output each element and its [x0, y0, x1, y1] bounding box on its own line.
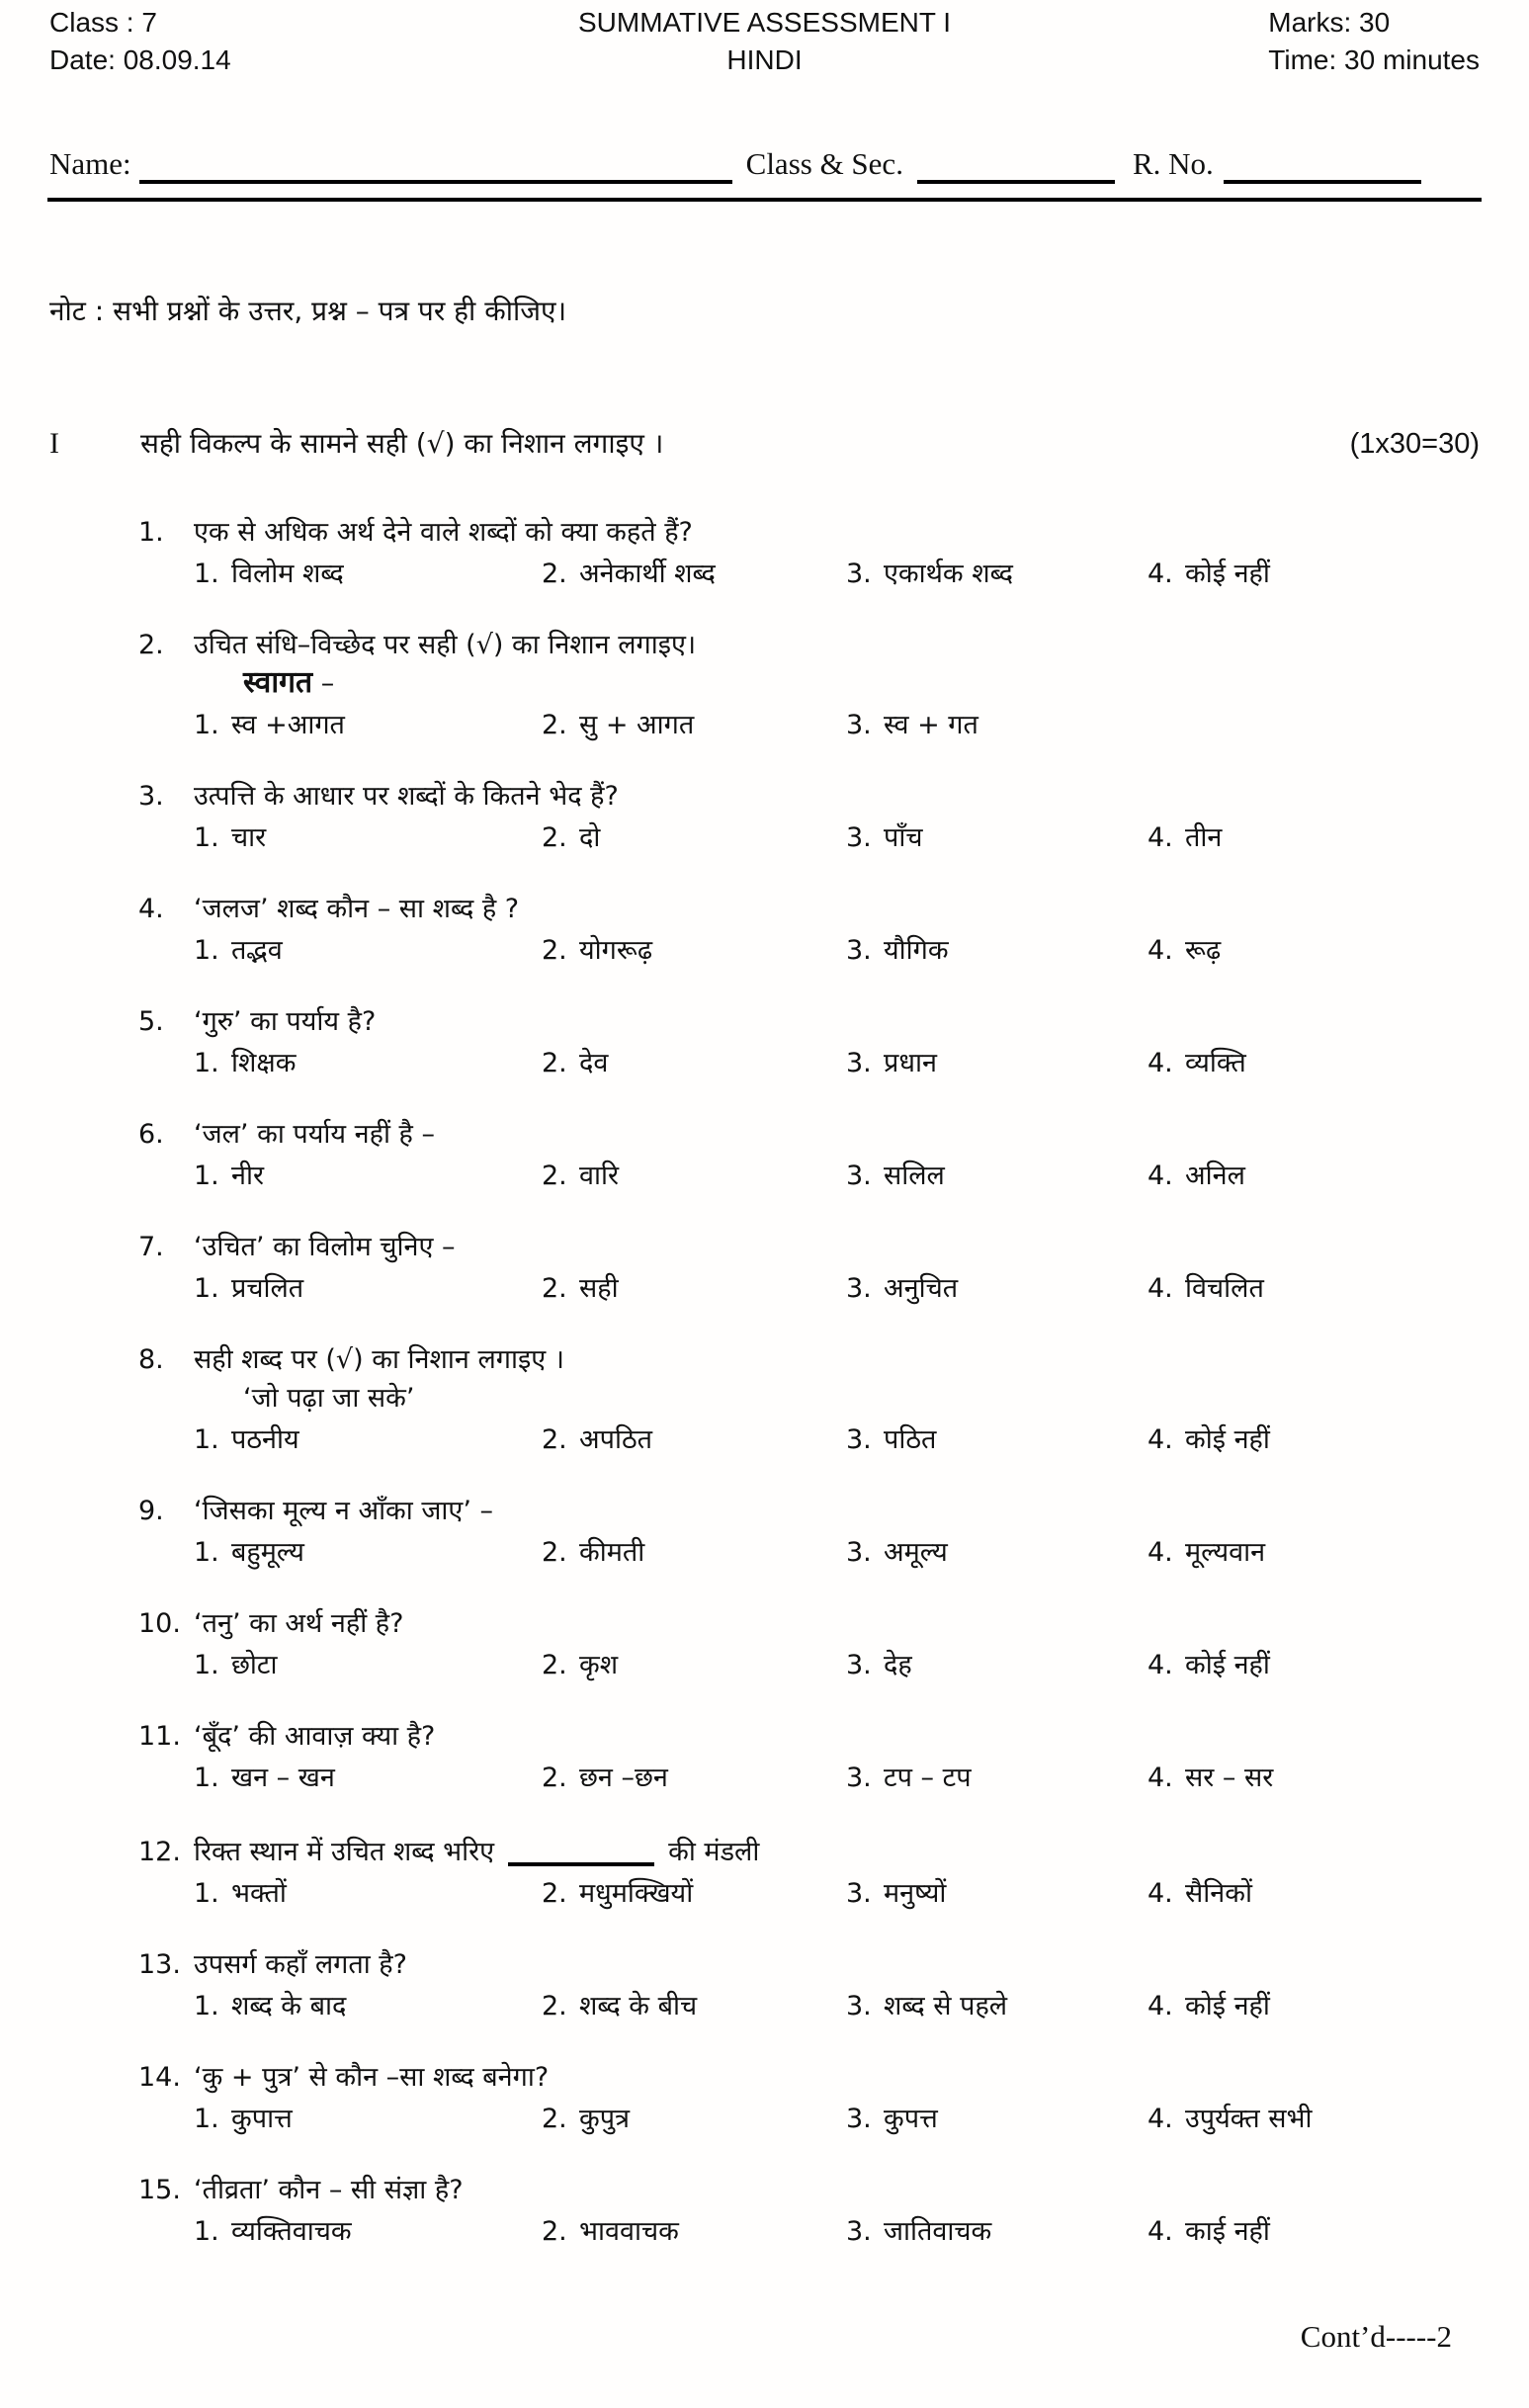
- question-text: एक से अधिक अर्थ देने वाले शब्दों को क्या कहते हैं?: [194, 517, 693, 548]
- question: [49, 1493, 1480, 1572]
- option-number: 2.: [542, 710, 567, 740]
- question-number: 14.: [138, 2062, 181, 2093]
- option-label: कुपुत्र: [579, 2104, 630, 2134]
- option-number: 4.: [1147, 1650, 1173, 1680]
- name-blank-line: [139, 148, 732, 184]
- question: [49, 1229, 1480, 1308]
- option-number: 2.: [542, 1424, 567, 1455]
- options-row: [194, 2101, 1480, 2138]
- option-number: 1.: [194, 935, 219, 966]
- option: [194, 819, 542, 857]
- question: [49, 627, 1480, 744]
- option: [542, 707, 846, 744]
- option: [846, 1534, 1147, 1572]
- option: [194, 932, 542, 970]
- class-label: Class : 7: [49, 7, 157, 38]
- class-sec-blank-line: [917, 148, 1115, 184]
- option-label: कोई नहीं: [1185, 1650, 1270, 1680]
- question-subline-text: ‘जो पढ़ा जा सके’: [243, 1383, 415, 1414]
- header-center: [578, 4, 951, 79]
- paper-subject: HINDI: [726, 44, 803, 75]
- option: [542, 819, 846, 857]
- option-number: 1.: [194, 1991, 219, 2021]
- option: [846, 1875, 1147, 1913]
- question-row: [138, 1831, 1480, 1871]
- option-label: पठित: [884, 1424, 937, 1455]
- option-label: छोटा: [231, 1650, 278, 1680]
- option: [542, 1045, 846, 1082]
- question-number: 3.: [138, 781, 164, 812]
- option-number: 1.: [194, 1048, 219, 1078]
- option-label: काई नहीं: [1185, 2216, 1270, 2247]
- note-instruction: नोट : सभी प्रश्नों के उत्तर, प्रश्न – पत्र पर ही कीजिए।: [49, 295, 567, 327]
- question-text: ‘गुरु’ का पर्याय है?: [194, 1006, 377, 1037]
- option-label: शब्द के बीच: [579, 1991, 698, 2021]
- option-label: प्रचलित: [231, 1273, 304, 1304]
- question-row: [138, 627, 1480, 664]
- marks-label: Marks: 30: [1268, 7, 1391, 38]
- option-number: 4.: [1147, 822, 1173, 853]
- option-label: खन – खन: [231, 1763, 335, 1793]
- question-text: रिक्त स्थान में उचित शब्द भरिए: [194, 1837, 495, 1867]
- option: [846, 1760, 1147, 1797]
- option: [1147, 1270, 1480, 1308]
- option: [1147, 556, 1480, 593]
- option: [846, 1647, 1147, 1684]
- option-number: 2.: [542, 822, 567, 853]
- option: [194, 556, 542, 593]
- options-row: [194, 1875, 1480, 1913]
- option-number: 3.: [846, 2104, 872, 2134]
- option-number: 1.: [194, 1763, 219, 1793]
- options-row: [194, 1988, 1480, 2025]
- option-label: पठनीय: [231, 1424, 299, 1455]
- option: [846, 2213, 1147, 2251]
- options-row: [194, 1421, 1480, 1459]
- option-label: रूढ़: [1185, 935, 1222, 966]
- option-number: 3.: [846, 559, 872, 589]
- section-marks-scheme: (1x30=30): [1349, 428, 1480, 460]
- option-label: कुपत्त: [884, 2104, 938, 2134]
- question: [49, 1003, 1480, 1082]
- continued-page-label: Cont’d-----2: [1300, 2319, 1452, 2354]
- option: [194, 707, 542, 744]
- option-label: वारि: [579, 1161, 620, 1191]
- question-subject-word: स्वागत: [243, 665, 313, 700]
- question-row: [138, 514, 1480, 552]
- option: [846, 1045, 1147, 1082]
- option: [1147, 1534, 1480, 1572]
- option-number: 1.: [194, 1878, 219, 1909]
- options-row: [194, 1760, 1480, 1797]
- option-number: 4.: [1147, 1424, 1173, 1455]
- options-row: [194, 707, 1480, 744]
- question-row: [138, 1718, 1480, 1756]
- option-label: योगरूढ़: [579, 935, 653, 966]
- option: [542, 2101, 846, 2138]
- option-number: 4.: [1147, 1878, 1173, 1909]
- option-number: 4.: [1147, 1537, 1173, 1568]
- option-label: तद्भव: [231, 935, 283, 966]
- option: [194, 1045, 542, 1082]
- question-row: [138, 1116, 1480, 1154]
- option-number: 2.: [542, 1991, 567, 2021]
- option-number: 3.: [846, 1650, 872, 1680]
- option-label: व्यक्तिवाचक: [231, 2216, 352, 2247]
- option-number: 3.: [846, 2216, 872, 2247]
- header-divider-line: [47, 198, 1482, 202]
- option: [1147, 1045, 1480, 1082]
- option: [542, 1158, 846, 1195]
- option-number: 2.: [542, 1161, 567, 1191]
- option-label: सैनिकों: [1185, 1878, 1252, 1909]
- option-number: 4.: [1147, 2104, 1173, 2134]
- question-row: [138, 1493, 1480, 1530]
- option-label: कृश: [579, 1650, 619, 1680]
- option-label: कोई नहीं: [1185, 1991, 1270, 2021]
- question-text: ‘तनु’ का अर्थ नहीं है?: [194, 1608, 404, 1639]
- option: [542, 1270, 846, 1308]
- option-number: 3.: [846, 935, 872, 966]
- question-row: [138, 1341, 1480, 1379]
- option-label: देव: [579, 1048, 609, 1078]
- paper-title: SUMMATIVE ASSESSMENT I: [577, 7, 952, 38]
- option-number: 2.: [542, 1650, 567, 1680]
- question-number: 15.: [138, 2175, 181, 2205]
- option-label: अपठित: [579, 1424, 653, 1455]
- questions-list: [0, 514, 1529, 2251]
- option: [194, 1421, 542, 1459]
- option: [1147, 1158, 1480, 1195]
- option: [542, 556, 846, 593]
- option-label: मूल्यवान: [1185, 1537, 1266, 1568]
- option-label: भाववाचक: [579, 2216, 679, 2247]
- question: [49, 1946, 1480, 2025]
- question-number: 11.: [138, 1721, 181, 1752]
- option-label: कोई नहीं: [1185, 559, 1270, 589]
- question-number: 9.: [138, 1496, 164, 1526]
- question-number: 4.: [138, 894, 164, 924]
- option: [542, 1875, 846, 1913]
- date-label: Date: 08.09.14: [49, 44, 231, 75]
- option-number: 3.: [846, 1878, 872, 1909]
- fill-in-blank-line: [508, 1837, 654, 1866]
- option: [194, 1647, 542, 1684]
- option-label: शब्द से पहले: [884, 1991, 1008, 2021]
- options-row: [194, 556, 1480, 593]
- option-number: 1.: [194, 1273, 219, 1304]
- option: [846, 1421, 1147, 1459]
- option-number: 1.: [194, 559, 219, 589]
- option: [542, 932, 846, 970]
- option-label: पाँच: [884, 822, 923, 853]
- question-text: सही शब्द पर (√) का निशान लगाइए ।: [194, 1344, 564, 1375]
- option: [846, 1988, 1147, 2025]
- option: [542, 1988, 846, 2025]
- option: [194, 2213, 542, 2251]
- option-label: स्व + गत: [884, 710, 978, 740]
- option-label: स्व +आगत: [231, 710, 345, 740]
- question-text-after-blank: की मंडली: [668, 1837, 760, 1867]
- option: [846, 1270, 1147, 1308]
- option: [1147, 1421, 1480, 1459]
- option-number: 4.: [1147, 1273, 1173, 1304]
- option-label: एकार्थक शब्द: [884, 559, 1013, 589]
- option-label: प्रधान: [884, 1048, 937, 1078]
- option-number: 2.: [542, 1048, 567, 1078]
- option-label: यौगिक: [884, 935, 949, 966]
- option-label: विलोम शब्द: [231, 559, 344, 589]
- option: [542, 2213, 846, 2251]
- option-number: 2.: [542, 935, 567, 966]
- question: [49, 2172, 1480, 2251]
- option-number: 3.: [846, 710, 872, 740]
- option-number: 2.: [542, 1763, 567, 1793]
- option: [194, 1534, 542, 1572]
- question-number: 12.: [138, 1837, 181, 1867]
- option: [1147, 819, 1480, 857]
- option-number: 3.: [846, 1763, 872, 1793]
- question-number: 6.: [138, 1119, 164, 1150]
- option-label: नीर: [231, 1161, 265, 1191]
- option-label: शिक्षक: [231, 1048, 297, 1078]
- question-row: [138, 2172, 1480, 2209]
- options-row: [194, 1647, 1480, 1684]
- option-label: विचलित: [1185, 1273, 1264, 1304]
- option-number: 2.: [542, 2216, 567, 2247]
- question: [49, 1341, 1480, 1459]
- option: [846, 819, 1147, 857]
- option-number: 4.: [1147, 1763, 1173, 1793]
- option: [542, 1421, 846, 1459]
- option-number: 2.: [542, 1878, 567, 1909]
- question-text: ‘जलज’ शब्द कौन – सा शब्द है ?: [194, 894, 520, 924]
- option-number: 2.: [542, 2104, 567, 2134]
- question-number: 10.: [138, 1608, 181, 1639]
- option: [1147, 1875, 1480, 1913]
- option-label: देह: [884, 1650, 912, 1680]
- option: [1147, 1988, 1480, 2025]
- option-label: व्यक्ति: [1185, 1048, 1246, 1078]
- question: [49, 2059, 1480, 2138]
- option-number: 3.: [846, 1991, 872, 2021]
- option-label: मधुमक्खियों: [579, 1878, 694, 1909]
- roll-no-blank-line: [1224, 148, 1421, 184]
- question-text: ‘जिसका मूल्य न आँका जाए’ –: [194, 1496, 493, 1526]
- question: [49, 778, 1480, 857]
- option-label: चार: [231, 822, 267, 853]
- question-number: 13.: [138, 1949, 181, 1980]
- question-text: ‘कु + पुत्र’ से कौन –सा शब्द बनेगा?: [194, 2062, 550, 2093]
- question-subline: [243, 1379, 1480, 1418]
- question: [49, 514, 1480, 593]
- option: [194, 1875, 542, 1913]
- option-number: 2.: [542, 1273, 567, 1304]
- option: [194, 2101, 542, 2138]
- option: [846, 2101, 1147, 2138]
- option: [846, 707, 1147, 744]
- option-number: 4.: [1147, 1991, 1173, 2021]
- options-row: [194, 1270, 1480, 1308]
- options-row: [194, 932, 1480, 970]
- option-label: उपुर्यक्त सभी: [1185, 2104, 1313, 2134]
- option-label: अनुचित: [884, 1273, 959, 1304]
- question-row: [138, 1229, 1480, 1266]
- option-label: छन –छन: [579, 1763, 668, 1793]
- option-number: 1.: [194, 1424, 219, 1455]
- option-number: 1.: [194, 822, 219, 853]
- name-label: Name:: [49, 146, 131, 181]
- question-row: [138, 1946, 1480, 1984]
- header-left: [49, 4, 578, 79]
- option: [1147, 1760, 1480, 1797]
- time-label: Time: 30 minutes: [1268, 44, 1480, 75]
- option-label: सही: [579, 1273, 619, 1304]
- question-text: उत्पत्ति के आधार पर शब्दों के कितने भेद हैं?: [194, 781, 619, 812]
- question-text: ‘तीव्रता’ कौन – सी संज्ञा है?: [194, 2175, 464, 2205]
- question-text: ‘उचित’ का विलोम चुनिए –: [194, 1232, 456, 1262]
- option: [194, 1760, 542, 1797]
- option: [1147, 2101, 1480, 2138]
- option-label: कुपात्त: [231, 2104, 293, 2134]
- question-row: [138, 1605, 1480, 1643]
- option-number: 1.: [194, 2216, 219, 2247]
- class-sec-label: Class & Sec.: [745, 146, 903, 181]
- option-number: 4.: [1147, 1161, 1173, 1191]
- question-number: 5.: [138, 1006, 164, 1037]
- question-number: 7.: [138, 1232, 164, 1262]
- question-text: ‘बूँद’ की आवाज़ क्या है?: [194, 1721, 436, 1752]
- option-number: 4.: [1147, 935, 1173, 966]
- question-subline-text: –: [312, 668, 335, 699]
- question-text: उपसर्ग कहाँ लगता है?: [194, 1949, 407, 1980]
- student-info-row: [0, 144, 1529, 184]
- option-number: 3.: [846, 822, 872, 853]
- option-number: 2.: [542, 559, 567, 589]
- option: [194, 1988, 542, 2025]
- option-number: 3.: [846, 1048, 872, 1078]
- paper-header: [0, 0, 1529, 79]
- header-right: [951, 4, 1480, 79]
- option-label: अनिल: [1185, 1161, 1245, 1191]
- option-number: 1.: [194, 1537, 219, 1568]
- option-label: मनुष्यों: [884, 1878, 947, 1909]
- option-label: तीन: [1185, 822, 1223, 853]
- question-row: [138, 2059, 1480, 2097]
- option-number: 1.: [194, 2104, 219, 2134]
- option-label: अनेकार्थी शब्द: [579, 559, 716, 589]
- question: [49, 1116, 1480, 1195]
- option-number: 1.: [194, 1650, 219, 1680]
- option-label: भक्तों: [231, 1878, 287, 1909]
- option-number: 3.: [846, 1161, 872, 1191]
- option: [194, 1270, 542, 1308]
- option: [1147, 932, 1480, 970]
- roll-no-label: R. No.: [1132, 146, 1214, 181]
- option-number: 1.: [194, 1161, 219, 1191]
- question: [49, 891, 1480, 970]
- option-number: 4.: [1147, 559, 1173, 589]
- question-text: उचित संधि–विच्छेद पर सही (√) का निशान लगाइए।: [194, 630, 697, 660]
- question-subline: [243, 664, 1480, 703]
- option: [542, 1760, 846, 1797]
- options-row: [194, 1534, 1480, 1572]
- question: [49, 1605, 1480, 1684]
- option-label: कीमती: [579, 1537, 645, 1568]
- option: [542, 1534, 846, 1572]
- options-row: [194, 1158, 1480, 1195]
- option: [194, 1158, 542, 1195]
- option: [846, 556, 1147, 593]
- option-number: 3.: [846, 1424, 872, 1455]
- question-row: [138, 891, 1480, 928]
- options-row: [194, 2213, 1480, 2251]
- section-heading: [0, 425, 1529, 463]
- option-label: टप – टप: [884, 1763, 972, 1793]
- question-row: [138, 778, 1480, 816]
- question-number: 8.: [138, 1344, 164, 1375]
- option-number: 4.: [1147, 1048, 1173, 1078]
- option: [846, 932, 1147, 970]
- option: [846, 1158, 1147, 1195]
- section-instruction: सही विकल्प के सामने सही (√) का निशान लगाइए ।: [140, 427, 664, 460]
- question-text: ‘जल’ का पर्याय नहीं है –: [194, 1119, 435, 1150]
- option: [1147, 1647, 1480, 1684]
- question-number: 2.: [138, 630, 164, 660]
- options-row: [194, 1045, 1480, 1082]
- option-label: अमूल्य: [884, 1537, 948, 1568]
- option: [1147, 2213, 1480, 2251]
- option-label: सर – सर: [1185, 1763, 1274, 1793]
- option-number: 3.: [846, 1273, 872, 1304]
- section-numeral: I: [49, 427, 59, 460]
- question-row: [138, 1003, 1480, 1041]
- option-number: 4.: [1147, 2216, 1173, 2247]
- option-label: जातिवाचक: [884, 2216, 992, 2247]
- question-number: 1.: [138, 517, 164, 548]
- option-label: सलिल: [884, 1161, 945, 1191]
- option-label: दो: [579, 822, 601, 853]
- option-label: कोई नहीं: [1185, 1424, 1270, 1455]
- option-label: बहुमूल्य: [231, 1537, 304, 1568]
- option-label: सु + आगत: [579, 710, 695, 740]
- option-number: 2.: [542, 1537, 567, 1568]
- question: [49, 1831, 1480, 1913]
- question: [49, 1718, 1480, 1797]
- option-number: 3.: [846, 1537, 872, 1568]
- option: [542, 1647, 846, 1684]
- option-label: शब्द के बाद: [231, 1991, 347, 2021]
- option-number: 1.: [194, 710, 219, 740]
- options-row: [194, 819, 1480, 857]
